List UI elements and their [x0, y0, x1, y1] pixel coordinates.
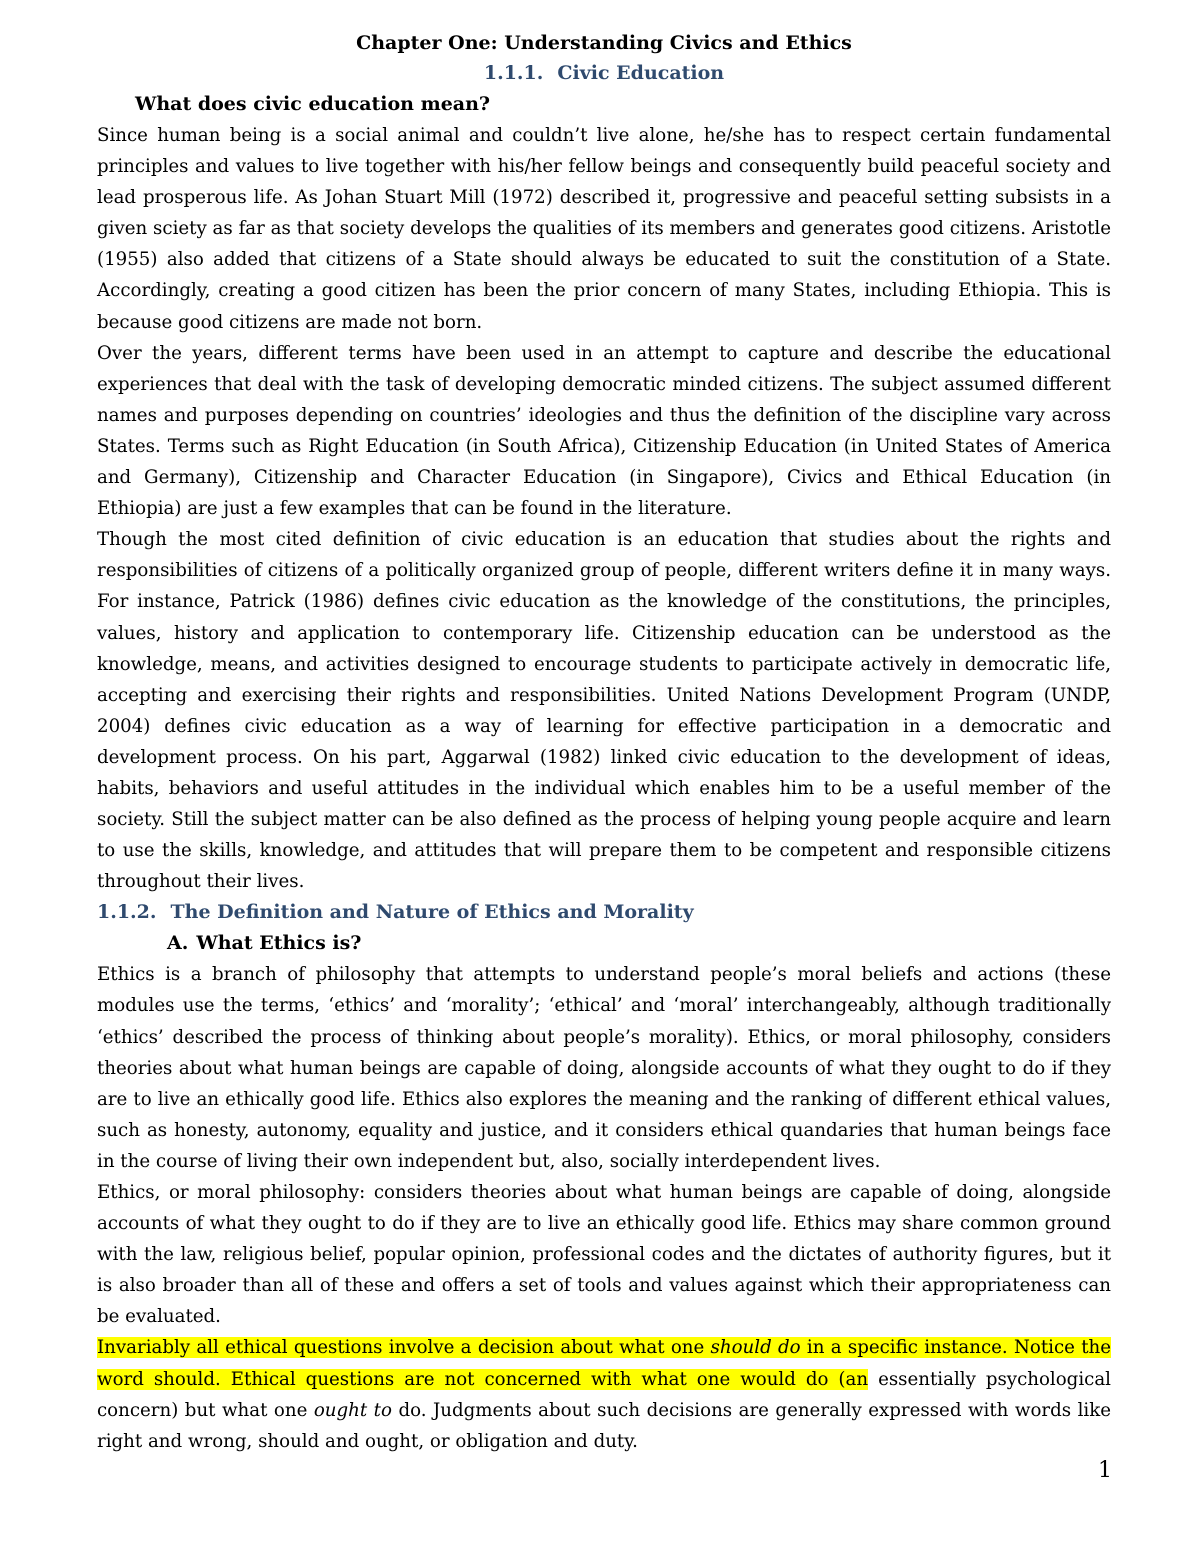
body-paragraph: Over the years, different terms have been used in an attempt to capture and describe the educational experiences that deal with the task of developing democratic minded citizens. The subject assumed different names and purposes depending on countries’ ideologies and thus the definition of the discipline vary across States. Terms such as Right Education (in South Africa), Citizenship Education (in United States of America and Germany), Citizenship and Character Education (in Singapore), Civics and Ethical Education (in Ethiopia) are just a few examples that can be found in the literature.: [97, 342, 1111, 520]
subheading-what-ethics-is: [167, 928, 1111, 959]
highlighted-text: in a specific instance. Notice the word should. Ethical questions are not concerned with what one would do (an: [97, 1337, 1111, 1390]
chapter-title: Chapter One: Understanding Civics and Ethics: [356, 32, 852, 54]
section-heading-ethics-morality: [97, 897, 1111, 928]
section-number: 1.1.1.: [483, 62, 544, 84]
page-number: 1: [1098, 1458, 1112, 1483]
body-paragraph: Ethics, or moral philosophy: considers theories about what human beings are capable of doing, alongside accounts of what they ought to do if they are to live an ethically good life. Ethics may share common ground with the law, religious belief, popular opinion, professional codes and the dictates of authority figures, but it is also broader than all of these and offers a set of tools and values against which their appropriateness can be evaluated.: [97, 1182, 1111, 1328]
plain-text: do. Judgments about such decisions are generally expressed with words like right and wrong, should and ought, or obligation and duty.: [97, 1399, 1111, 1452]
body-paragraph: Since human being is a social animal and couldn’t live alone, he/she has to respect certain fundamental principles and values to live together with his/her fellow beings and consequently build peaceful society and lead prosperous life. As Johan Stuart Mill (1972) described it, progressive and peaceful setting subsists in a given sciety as far as that society develops the qualities of its members and generates good citizens. Aristotle (1955) also added that citizens of a State should always be educated to suit the constitution of a State. Accordingly, creating a good citizen has been the prior concern of many States, including Ethiopia. This is because good citizens are made not born.: [97, 125, 1111, 333]
section-number: 1.1.2.: [97, 901, 157, 924]
highlighted-text: Invariably all ethical questions involve a decision about what one: [97, 1337, 711, 1359]
document-page: [97, 28, 1111, 1457]
subheading-letter: A.: [167, 932, 189, 955]
body-paragraph: Ethics is a branch of philosophy that attempts to understand people’s moral beliefs and actions (these modules use the terms, ‘ethics’ and ‘morality’; ‘ethical’ and ‘moral’ interchangeably, although traditionally ‘ethics’ described the process of thinking about people’s morality). Ethics, or moral philosophy, considers theories about what human beings are capable of doing, alongside accounts of what they ought to do if they are to live an ethically good life. Ethics also explores the meaning and the ranking of different ethical values, such as honesty, autonomy, equality and justice, and it considers ethical quandaries that human beings face in the course of living their own independent but, also, socially interdependent lives.: [97, 964, 1111, 1172]
section-heading-civic-education: [97, 58, 1111, 89]
section-title: Civic Education: [557, 62, 725, 84]
highlighted-paragraph: [97, 1332, 1111, 1456]
section-title: The Definition and Nature of Ethics and Morality: [170, 901, 694, 924]
body-paragraph: Though the most cited definition of civic education is an education that studies about the rights and responsibilities of citizens of a politically organized group of people, different writers define it in many ways. For instance, Patrick (1986) defines civic education as the knowledge of the constitutions, the principles, values, history and application to contemporary life. Citizenship education can be understood as the knowledge, means, and activities designed to encourage students to participate actively in democratic life, accepting and exercising their rights and responsibilities. United Nations Development Program (UNDP, 2004) defines civic education as a way of learning for effective participation in a democratic and development process. On his part, Aggarwal (1982) linked civic education to the development of ideas, habits, behaviors and useful attitudes in the individual which enables him to be a useful member of the society. Still the subject matter can be also defined as the process of helping young people acquire and learn to use the skills, knowledge, and attitudes that will prepare them to be competent and responsible citizens throughout their lives.: [97, 529, 1111, 893]
italic-text: ought to: [313, 1399, 392, 1421]
subheading-title: What Ethics is?: [196, 932, 362, 955]
plain-text: essentially psychological concern) but what one: [97, 1368, 1111, 1421]
italic-text: should do: [710, 1337, 801, 1359]
highlighted-text: [711, 1337, 801, 1358]
question-heading: What does civic education mean?: [135, 93, 491, 115]
